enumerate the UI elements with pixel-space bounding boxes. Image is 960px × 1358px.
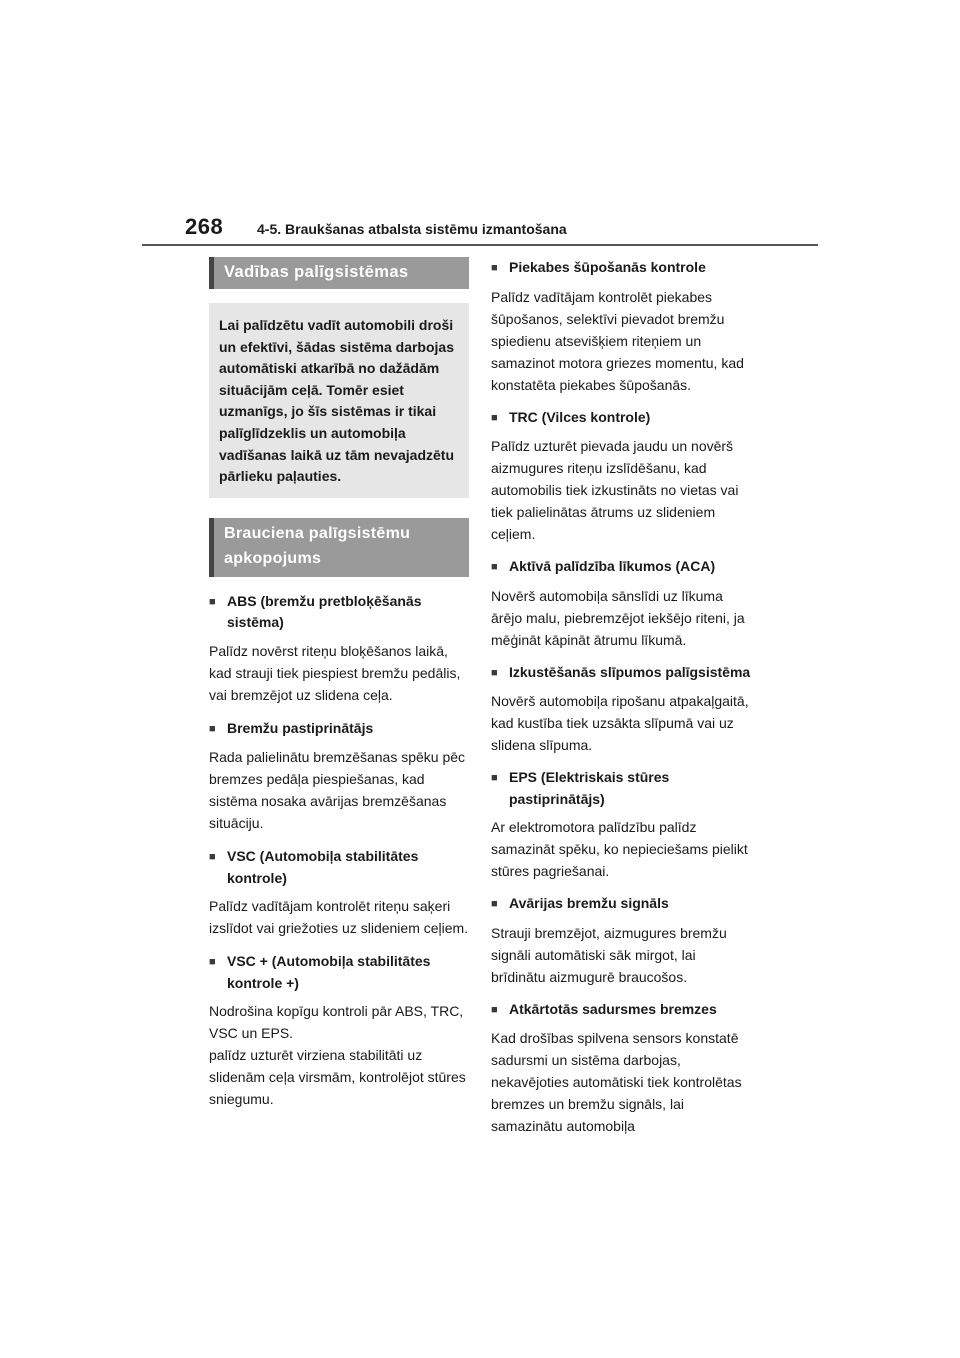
item-heading: [491, 767, 753, 810]
list-item: [209, 951, 469, 1110]
square-bullet-icon: ■: [209, 956, 216, 969]
list-item: [491, 893, 753, 988]
list-item: [491, 767, 753, 882]
right-column: [491, 257, 753, 1137]
right-item-list: [491, 257, 753, 1137]
item-title: Izkustēšanās slīpumos palīgsistēma: [509, 663, 751, 680]
list-item: [491, 257, 753, 396]
item-heading: [491, 893, 753, 916]
item-title: TRC (Vilces kontrole): [509, 408, 651, 425]
item-heading: [491, 662, 753, 685]
item-title: ABS (bremžu pretbloķēšanās sistēma): [227, 592, 422, 631]
item-title: Atkārtotās sadursmes bremzes: [509, 1000, 717, 1017]
item-description: Palīdz novērst riteņu bloķēšanos laikā, kad strauji tiek piespiest bremžu pedālis, vai bremzējot uz slidena ceļa.: [209, 642, 461, 703]
item-title: Bremžu pastiprinātājs: [227, 719, 374, 736]
square-bullet-icon: ■: [209, 595, 216, 608]
page-number: 268: [185, 214, 224, 239]
intro-box: Lai palīdzētu vadīt automobili droši un efektīvi, šādas sistēma darbojas automātiski atkarībā no dažādām situācijām ceļā. Tomēr esiet uzmanīgs, jo šīs sistēmas ir tikai palīglīdzeklis un automobiļa vadīšanas laikā uz tām nevajadzētu pārlieku paļauties.: [209, 303, 469, 498]
square-bullet-icon: ■: [491, 1003, 498, 1016]
item-heading: [491, 556, 753, 579]
item-description: Rada palielinātu bremzēšanas spēku pēc bremzes pedāļa piespiešanas, kad sistēma nosaka avārijas bremzēšanas situāciju.: [209, 749, 466, 832]
square-bullet-icon: ■: [491, 666, 498, 679]
item-title: EPS (Elektriskais stūres pastiprinātājs): [509, 769, 670, 807]
item-title: VSC (Automobiļa stabilitātes kontrole): [227, 848, 419, 886]
item-title: Avārijas bremžu signāls: [509, 895, 669, 911]
section-heading-summary: Brauciena palīgsistēmu apkopojums: [209, 518, 469, 577]
item-heading: [491, 257, 753, 280]
item-heading: [491, 999, 753, 1022]
square-bullet-icon: ■: [491, 262, 498, 274]
item-heading: [209, 951, 469, 994]
item-description: Kad drošības spilvena sensors konstatē sadursmi un sistēma darbojas, nekavējoties automātiski tiek kontrolētas bremzes un bremžu signāls, lai samazinātu automobiļa: [491, 1030, 742, 1134]
item-title: Aktīvā palīdzība līkumos (ACA): [509, 558, 716, 574]
item-description: Strauji bremzējot, aizmugures bremžu signāli automātiski sāk mirgot, lai brīdinātu aizmugurē braucošos.: [491, 924, 727, 985]
list-item: [209, 591, 469, 706]
item-description: Palīdz vadītājam kontrolēt riteņu saķeri izslīdot vai griežoties uz slideniem ceļiem.: [209, 898, 469, 937]
list-item: [491, 556, 753, 651]
item-description: Ar elektromotora palīdzību palīdz samazināt spēku, ko nepieciešams pielikt stūres pagriešanai.: [491, 819, 748, 879]
square-bullet-icon: ■: [209, 851, 216, 864]
item-heading: [491, 407, 753, 430]
item-heading: [209, 591, 469, 634]
square-bullet-icon: ■: [491, 411, 498, 424]
item-title: VSC + (Automobiļa stabilitātes kontrole +): [227, 953, 431, 991]
item-description: Palīdz vadītājam kontrolēt piekabes šūpošanos, selektīvi pievadot bremžu spiedienu atsevišķiem riteņiem un samazinot motora griezes momentu, kad konstatēta piekabes šūpošanās.: [491, 288, 744, 393]
left-column: [209, 257, 469, 1110]
list-item: [209, 846, 469, 939]
square-bullet-icon: ■: [209, 722, 216, 735]
item-description: Palīdz uzturēt pievada jaudu un novērš aizmugures riteņu izslīdēšanu, kad automobilis tiek izkustināts no vietas vai tiek palielinātas ātrums uz slideniem ceļiem.: [491, 438, 739, 542]
item-title: Piekabes šūpošanās kontrole: [509, 259, 706, 275]
list-item: [491, 662, 753, 757]
item-description: Novērš automobiļa ripošanu atpakaļgaitā, kad kustība tiek uzsākta slīpumā vai uz slidena slīpuma.: [491, 693, 749, 753]
square-bullet-icon: ■: [491, 898, 498, 910]
left-item-list: [209, 591, 469, 1111]
item-heading: [209, 718, 469, 741]
list-item: [491, 999, 753, 1138]
item-heading: [209, 846, 469, 889]
section-heading-driving-assist: Vadības palīgsistēmas: [209, 257, 469, 289]
list-item: [209, 718, 469, 835]
item-description: Nodrošina kopīgu kontroli pār ABS, TRC, VSC un EPS. palīdz uzturēt virziena stabilitāti uz slidenām ceļa virsmām, kontrolējot stūres sniegumu.: [209, 1003, 466, 1108]
list-item: [491, 407, 753, 546]
square-bullet-icon: ■: [491, 561, 498, 573]
chapter-title: 4-5. Braukšanas atbalsta sistēmu izmantošana: [257, 221, 567, 237]
header-rule: [142, 244, 818, 246]
square-bullet-icon: ■: [491, 772, 498, 784]
item-description: Novērš automobiļa sānslīdi uz līkuma ārējo malu, piebremzējot iekšējo riteni, ja mēģināt kāpināt ātrumu līkumā.: [491, 587, 745, 648]
